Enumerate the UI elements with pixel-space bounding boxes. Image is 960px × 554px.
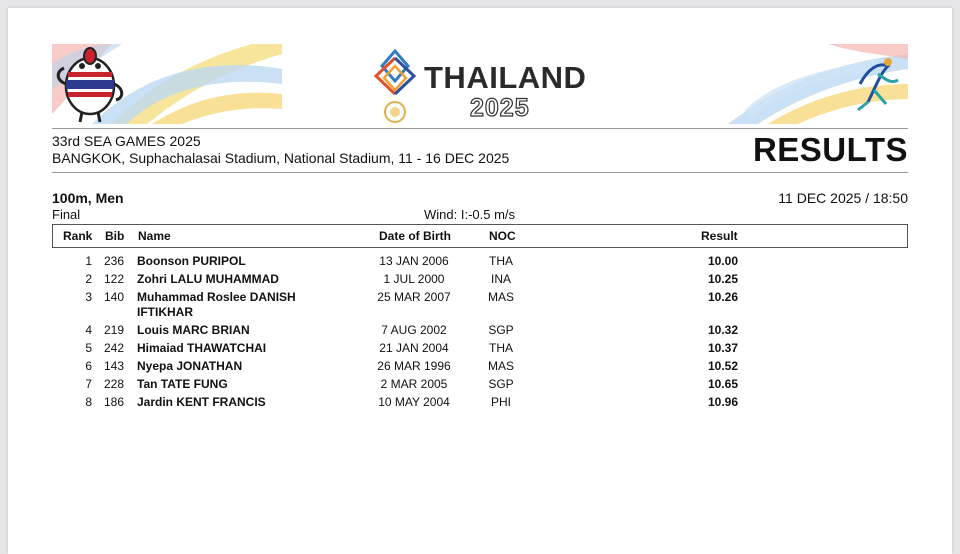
row-dob: 25 MAR 2007 (377, 290, 451, 304)
games-venue: BANGKOK, Suphachalasai Stadium, National Stadium, 11 - 16 DEC 2025 (52, 150, 510, 166)
row-noc: SGP (488, 323, 514, 337)
row-result: 10.96 (707, 395, 738, 409)
brand-year: 2025 (470, 94, 530, 122)
header-noc: NOC (489, 229, 516, 243)
brand-name: THAILAND (424, 60, 587, 95)
row-name: Louis MARC BRIAN (137, 323, 250, 337)
header-rank: Rank (63, 229, 93, 243)
table-row (52, 337, 908, 355)
row-dob: 13 JAN 2006 (379, 254, 449, 268)
row-dob: 2 MAR 2005 (380, 377, 448, 391)
header-name: Name (138, 229, 171, 243)
row-bib: 236 (104, 254, 125, 268)
row-rank: 6 (85, 359, 92, 373)
table-row (52, 373, 908, 391)
divider-middle (52, 172, 908, 173)
row-dob: 10 MAY 2004 (378, 395, 450, 409)
event-phase: Final (52, 207, 81, 222)
row-result: 10.26 (707, 290, 738, 304)
row-bib: 140 (104, 290, 125, 304)
row-noc: PHI (490, 395, 511, 409)
row-noc: INA (490, 272, 511, 286)
row-dob: 7 AUG 2002 (381, 323, 447, 337)
row-bib: 219 (104, 323, 125, 337)
wind-reading: Wind: I:-0.5 m/s (424, 207, 516, 222)
row-result: 10.37 (707, 341, 738, 355)
header-bib: Bib (105, 229, 125, 243)
event-name: 100m, Men (52, 190, 124, 206)
row-noc: THA (489, 341, 513, 355)
header-banner (52, 44, 908, 124)
row-bib: 242 (104, 341, 125, 355)
row-rank: 3 (85, 290, 92, 304)
row-noc: SGP (488, 377, 514, 391)
table-row (52, 355, 908, 373)
row-rank: 1 (85, 254, 92, 268)
row-noc: MAS (487, 359, 514, 373)
row-rank: 2 (85, 272, 92, 286)
row-bib: 186 (104, 395, 125, 409)
row-result: 10.32 (707, 323, 738, 337)
row-name: Jardin KENT FRANCIS (137, 395, 266, 409)
row-name: Zohri LALU MUHAMMAD (137, 272, 279, 286)
row-result: 10.52 (707, 359, 738, 373)
header-result: Result (701, 229, 738, 243)
document-title: RESULTS (752, 131, 908, 168)
event-datetime: 11 DEC 2025 / 18:50 (778, 190, 908, 206)
row-noc: MAS (487, 290, 514, 304)
divider-top (52, 128, 908, 129)
row-dob: 1 JUL 2000 (383, 272, 445, 286)
table-row (52, 319, 908, 337)
row-result: 10.00 (707, 254, 738, 268)
mascot-illustration (52, 44, 282, 124)
row-result: 10.65 (707, 377, 738, 391)
row-name: Himaiad THAWATCHAI (137, 341, 267, 355)
row-name: Muhammad Roslee DANISH (137, 290, 296, 304)
row-rank: 4 (85, 323, 92, 337)
table-row (52, 250, 908, 268)
header-dob: Date of Birth (379, 229, 451, 243)
row-rank: 5 (85, 341, 92, 355)
results-document (8, 8, 952, 554)
athletics-pictogram-icon (728, 44, 908, 124)
row-name: Nyepa JONATHAN (137, 359, 243, 373)
table-row (52, 286, 908, 319)
row-rank: 8 (85, 395, 92, 409)
table-header (52, 224, 908, 248)
row-dob: 21 JAN 2004 (379, 341, 449, 355)
row-bib: 122 (104, 272, 125, 286)
row-dob: 26 MAR 1996 (377, 359, 451, 373)
sea-games-logo-icon (370, 46, 420, 126)
table-row (52, 391, 908, 409)
row-bib: 143 (104, 359, 125, 373)
table-row (52, 268, 908, 286)
row-name: Tan TATE FUNG (137, 377, 228, 391)
games-title: 33rd SEA GAMES 2025 (52, 133, 201, 149)
row-name: Boonson PURIPOL (137, 254, 246, 268)
row-bib: 228 (104, 377, 125, 391)
row-rank: 7 (85, 377, 92, 391)
row-noc: THA (489, 254, 513, 268)
row-result: 10.25 (707, 272, 738, 286)
row-name-continued: IFTIKHAR (137, 305, 193, 319)
